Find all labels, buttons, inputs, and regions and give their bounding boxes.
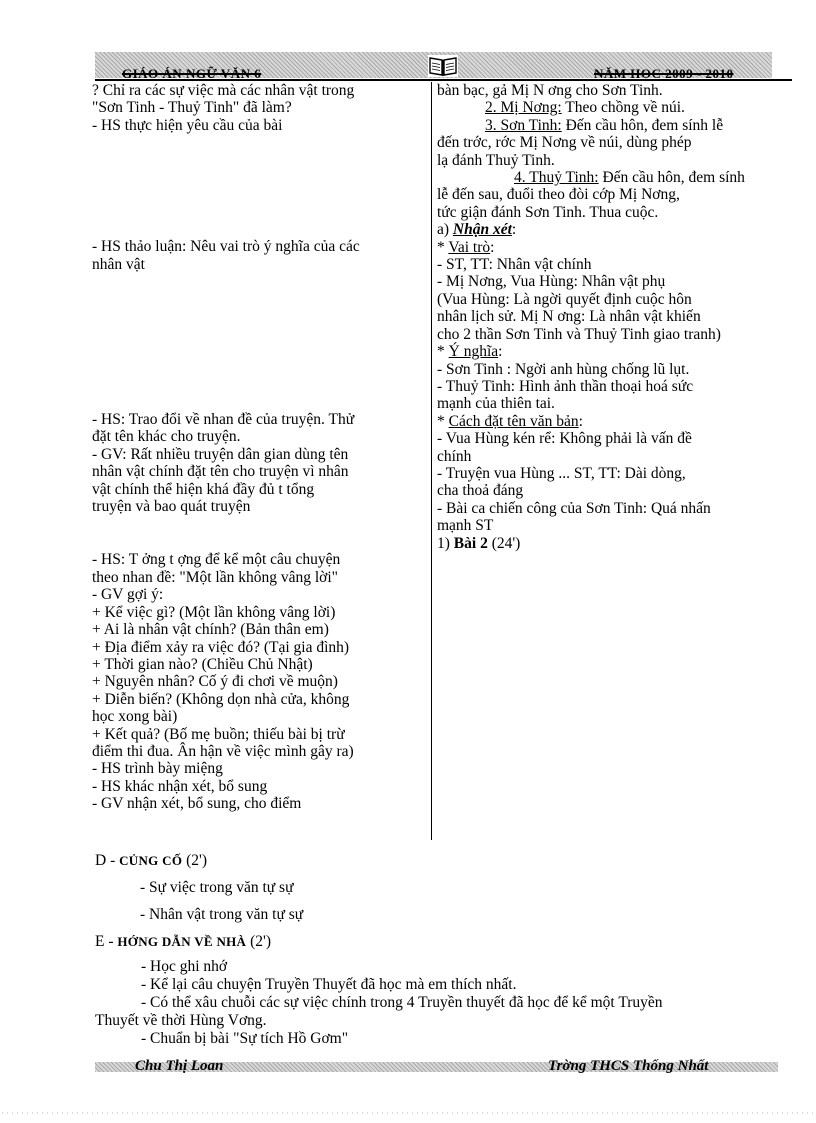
heading-time: (24') (487, 534, 521, 552)
left-line: + Kết quả? (Bố mẹ buồn; thiếu bài bị trừ (92, 725, 345, 743)
label-suffix: : (578, 412, 583, 430)
subheading-suffix: : (511, 221, 517, 239)
label-prefix: * (437, 412, 449, 430)
label-vai-tro (437, 239, 771, 256)
left-line: nhân vật (92, 255, 145, 273)
right-line (437, 169, 771, 186)
spacer (92, 273, 424, 411)
right-line: - Truyện vua Hùng ... ST, TT: Dài dòng, (437, 464, 686, 482)
left-line: + Nguyên nhân? Cố ý đi chơi về muộn) (92, 673, 338, 691)
left-line: + Thời gian nào? (Chiều Chủ Nhật) (92, 655, 313, 673)
section-time: (2') (182, 852, 207, 869)
label-prefix: * (437, 343, 449, 361)
left-line: ? Chỉ ra các sự việc mà các nhân vật trong (92, 82, 355, 99)
right-line: (Vua Hùng: Là ngời quyết định cuộc hôn (437, 290, 692, 308)
right-line: mạnh ST (437, 517, 494, 535)
section-e-heading (95, 933, 271, 951)
section-e-item: - Có thể xâu chuỗi các sự việc chính trong 4 Truyền thuyết đã học để kể một Truyền (141, 994, 663, 1011)
open-book-icon (428, 55, 458, 77)
section-time: (2') (246, 933, 271, 950)
left-line: - HS thảo luận: Nêu vai trò ý nghĩa của các (92, 238, 360, 256)
left-line: - HS: Trao đổi về nhan đề của truyện. Thử (92, 411, 355, 429)
heading-prefix: 1) (437, 534, 454, 552)
label-text: Cách đặt tên văn bản (448, 412, 579, 430)
right-line: cho 2 thần Sơn Tinh và Thuỷ Tinh giao tranh) (437, 325, 721, 343)
label-y-nghia (437, 343, 771, 360)
section-letter: D - (95, 852, 120, 869)
right-line: tức giận đánh Sơn Tinh. Thua cuộc. (437, 203, 659, 221)
left-line: "Sơn Tinh - Thuỷ Tinh" đã làm? (92, 99, 292, 117)
character-label: 4. Thuỷ Tinh: (514, 169, 599, 187)
label-prefix: * (437, 238, 449, 256)
right-line: - Sơn Tinh : Ngời anh hùng chống lũ lụt. (437, 360, 690, 378)
left-line: + Kể việc gì? (Một lần không vâng lời) (92, 603, 336, 621)
subheading-nhan-xet (437, 221, 771, 238)
column-divider (431, 82, 432, 840)
header-school-year: NĂM HỌC 2009 - 2010 (594, 66, 734, 81)
section-d-item: - Nhân vật trong văn tự sự (140, 906, 304, 923)
left-line: học xong bài) (92, 708, 178, 726)
left-line: - HS khác nhận xét, bổ sung (92, 777, 268, 795)
left-column (92, 82, 424, 813)
left-line: - GV: Rất nhiều truyện dân gian dùng tên (92, 445, 349, 463)
left-line: theo nhan đề: "Một lần không vâng lời" (92, 568, 338, 586)
right-line (437, 99, 771, 116)
bottom-dotted-rule (0, 1112, 816, 1114)
right-line: - Mị Nơng, Vua Hùng: Nhân vật phụ (437, 273, 666, 291)
right-line: bàn bạc, gả Mị N ơng cho Sơn Tinh. (437, 82, 663, 99)
heading-bai-2 (437, 535, 771, 552)
left-line: nhân vật chính đặt tên cho truyện vì nhân (92, 463, 349, 481)
section-d-item: - Sự việc trong văn tự sự (140, 879, 294, 896)
left-line: - GV nhận xét, bổ sung, cho điểm (92, 795, 302, 813)
label-text: Ý nghĩa (448, 343, 499, 361)
right-line: - Bài ca chiến công của Sơn Tinh: Quá nhấn (437, 499, 711, 517)
left-line: - HS: T ởng t ợng để kể một câu chuyện (92, 551, 341, 569)
section-title: HỚNG DẪN VỀ NHÀ (117, 934, 247, 949)
subheading-prefix: a) (437, 221, 453, 239)
right-column (437, 82, 771, 552)
label-suffix: : (498, 343, 503, 361)
right-line (437, 117, 771, 134)
right-line: - Vua Hùng kén rể: Không phải là vấn đề (437, 430, 692, 448)
left-line: truyện và bao quát truyện (92, 498, 251, 516)
section-letter: E - (95, 933, 118, 950)
label-suffix: : (490, 238, 495, 256)
right-line: cha thoả đáng (437, 482, 524, 500)
label-text: Vai trò (448, 238, 491, 256)
section-d-heading (95, 852, 207, 870)
spacer (92, 134, 424, 238)
character-text: Theo chồng về núi. (561, 99, 685, 117)
left-line: - HS thực hiện yêu cầu của bài (92, 116, 283, 134)
section-title: CỦNG CỐ (119, 853, 183, 868)
footer-school: Trờng THCS Thống Nhất (548, 1058, 709, 1074)
character-text: Đến cầu hôn, đem sính lễ (561, 116, 724, 134)
right-line: đến trớc, rớc Mị Nơng về núi, dùng phép (437, 134, 692, 152)
right-line: lạ đánh Thuỷ Tinh. (437, 151, 555, 169)
left-line: vật chính thể hiện khá đầy đủ t tổng (92, 480, 315, 498)
right-line: - ST, TT: Nhân vật chính (437, 256, 592, 274)
left-line: + Ai là nhân vật chính? (Bản thân em) (92, 621, 329, 639)
right-line: nhân lịch sử. Mị N ơng: Là nhân vật khiến (437, 308, 701, 326)
left-line: + Địa điểm xảy ra việc đó? (Tại gia đình) (92, 638, 350, 656)
character-label: 3. Sơn Tinh: (485, 116, 562, 134)
section-e-item: - Kể lại câu chuyện Truyền Thuyết đã học mà em thích nhất. (141, 976, 517, 993)
subheading-title: Nhận xét (452, 221, 512, 239)
section-e-item: Thuyết về thời Hùng Vơng. (95, 1012, 267, 1029)
left-line: đặt tên khác cho truyện. (92, 428, 241, 446)
label-cach-dat-ten (437, 413, 771, 430)
heading-title: Bài 2 (453, 534, 488, 552)
section-e-item: - Chuẩn bị bài "Sự tích Hồ Gơm" (141, 1030, 349, 1047)
right-line: chính (437, 447, 472, 465)
footer-author: Chu Thị Loan (135, 1058, 224, 1074)
section-e-item: - Học ghi nhớ (141, 958, 228, 975)
character-label: 2. Mị Nơng: (485, 99, 562, 117)
left-line: điểm thi đua. Ân hận về việc mình gây ra) (92, 742, 354, 760)
right-line: - Thuỷ Tinh: Hình ảnh thần thoại hoá sức (437, 377, 694, 395)
right-line: mạnh của thiên tai. (437, 395, 555, 413)
right-line: lễ đến sau, đuổi theo đòi cớp Mị Nơng, (437, 186, 680, 204)
left-line: + Diễn biến? (Không dọn nhà cửa, không (92, 690, 350, 708)
left-line: - HS trình bày miệng (92, 760, 223, 778)
header-subject: GIÁO ÁN NGỮ VĂN 6 (122, 66, 262, 81)
character-text: Đến cầu hôn, đem sính (598, 169, 745, 187)
left-line: - GV gợi ý: (92, 586, 164, 604)
spacer (92, 515, 424, 551)
